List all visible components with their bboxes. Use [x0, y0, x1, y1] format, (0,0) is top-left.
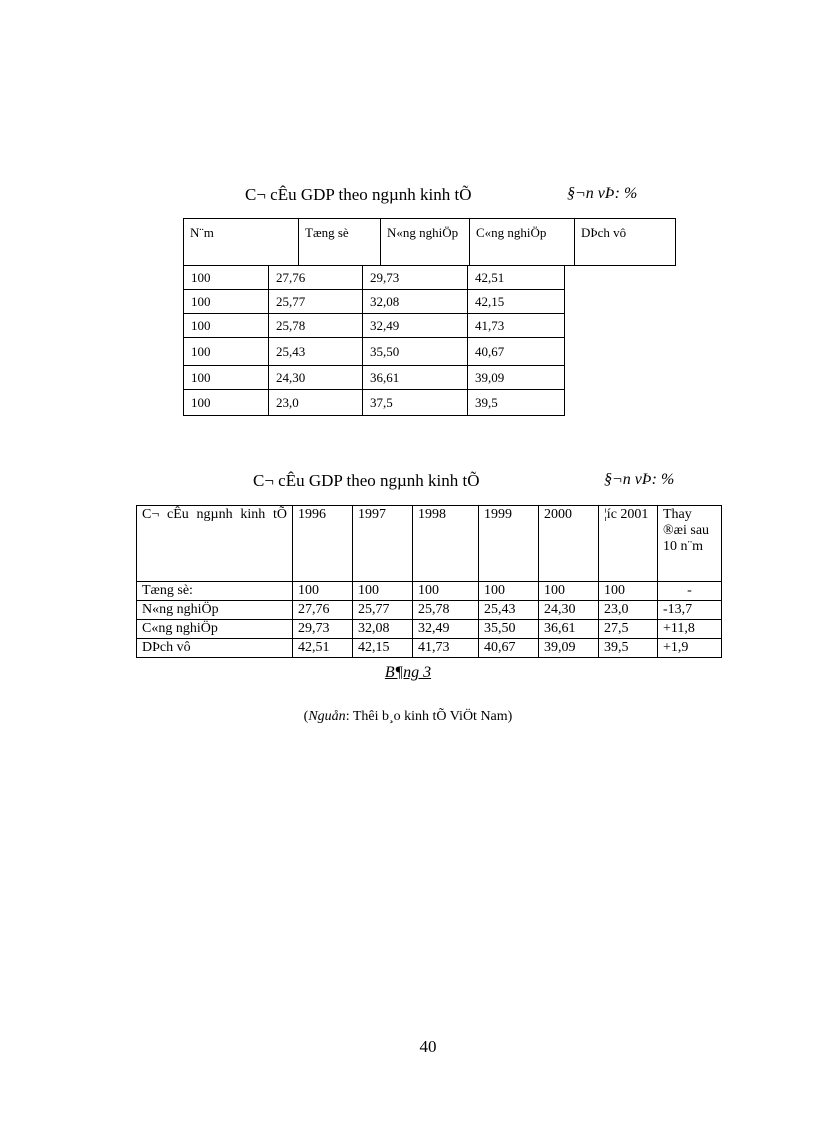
table-row [137, 620, 722, 639]
table-cell: 100 [184, 266, 269, 290]
table1-header-total: Tæng sè [298, 219, 380, 265]
table-cell: 25,43 [269, 338, 363, 366]
table-cell: 40,67 [479, 639, 539, 658]
table1-header-industry: C«ng nghiÖp [469, 219, 574, 265]
table2-header-year: ¦íc 2001 [599, 506, 658, 582]
table-cell: 100 [184, 290, 269, 314]
table-cell: 32,08 [353, 620, 413, 639]
table-cell: 35,50 [479, 620, 539, 639]
table1-header-services: DÞch vô [574, 219, 675, 265]
table-cell: 29,73 [293, 620, 353, 639]
table-cell: 25,43 [479, 601, 539, 620]
table-cell: 100 [293, 582, 353, 601]
table-cell: 40,67 [468, 338, 565, 366]
table2-header-year: 1996 [293, 506, 353, 582]
table-cell: 100 [184, 366, 269, 390]
row-label: C«ng nghiÖp [137, 620, 293, 639]
table-cell: 100 [413, 582, 479, 601]
table-cell: 32,49 [363, 314, 468, 338]
table-cell: 39,09 [539, 639, 599, 658]
table2-header-year: 2000 [539, 506, 599, 582]
table-cell: 36,61 [363, 366, 468, 390]
change-cell: +11,8 [658, 620, 722, 639]
table-cell: 24,30 [539, 601, 599, 620]
table-cell: 23,0 [269, 390, 363, 416]
source-label: Nguån [308, 709, 346, 724]
table-cell: 25,77 [269, 290, 363, 314]
table2-unit: §¬n vÞ: % [604, 471, 675, 488]
table-cell: 36,61 [539, 620, 599, 639]
table-cell: 100 [599, 582, 658, 601]
table2-header-change: Thay ®æi sau 10 n¨m [658, 506, 722, 582]
row-label: DÞch vô [137, 639, 293, 658]
table-cell: 42,51 [468, 266, 565, 290]
table-row [137, 601, 722, 620]
table1-body [183, 265, 565, 416]
table2-header-year: 1998 [413, 506, 479, 582]
source-text: : Thêi b¸o kinh tÕ ViÖt Nam [345, 709, 508, 724]
source-note: (Nguån: Thêi b¸o kinh tÕ ViÖt Nam) [303, 709, 513, 724]
table1-title: C¬ cÊu GDP theo ngµnh kinh tÕ [245, 185, 472, 204]
table-cell: 100 [539, 582, 599, 601]
table2-caption: B¶ng 3 [384, 664, 432, 681]
table-cell: 100 [184, 338, 269, 366]
table-cell: 42,15 [353, 639, 413, 658]
change-cell: +1,9 [658, 639, 722, 658]
table2-header-row [137, 506, 722, 582]
table-cell: 25,78 [269, 314, 363, 338]
table-row [184, 390, 565, 416]
table-cell: 39,5 [468, 390, 565, 416]
table-cell: 35,50 [363, 338, 468, 366]
change-cell: -13,7 [658, 601, 722, 620]
table-cell: 100 [353, 582, 413, 601]
table-cell: 100 [184, 314, 269, 338]
table2-title: C¬ cÊu GDP theo ngµnh kinh tÕ [253, 471, 480, 490]
table-cell: 27,5 [599, 620, 658, 639]
table-cell: 39,09 [468, 366, 565, 390]
table-cell: 41,73 [468, 314, 565, 338]
table-cell: 37,5 [363, 390, 468, 416]
table1-header [183, 218, 676, 266]
table-cell: 42,15 [468, 290, 565, 314]
table-cell: 23,0 [599, 601, 658, 620]
row-label: N«ng nghiÖp [137, 601, 293, 620]
table-row [184, 266, 565, 290]
table-cell: 42,51 [293, 639, 353, 658]
change-cell: - [658, 582, 722, 601]
table-cell: 100 [184, 390, 269, 416]
table-row [184, 366, 565, 390]
table2-header-year: 1997 [353, 506, 413, 582]
table2-header-year: 1999 [479, 506, 539, 582]
table-cell: 25,77 [353, 601, 413, 620]
table-cell: 25,78 [413, 601, 479, 620]
page-number: 40 [419, 1037, 437, 1056]
table-cell: 32,08 [363, 290, 468, 314]
table-cell: 32,49 [413, 620, 479, 639]
table1-unit: §¬n vÞ: % [567, 185, 638, 202]
table-row [137, 582, 722, 601]
table1-header-agriculture: N«ng nghiÖp [380, 219, 469, 265]
table1-header-year: N¨m [190, 225, 214, 240]
row-label: Tæng sè: [137, 582, 293, 601]
table-cell: 41,73 [413, 639, 479, 658]
table-cell: 27,76 [269, 266, 363, 290]
table-cell: 29,73 [363, 266, 468, 290]
table2 [136, 505, 722, 658]
table-row [184, 314, 565, 338]
table-cell: 100 [479, 582, 539, 601]
table-row [184, 338, 565, 366]
table-cell: 27,76 [293, 601, 353, 620]
table-row [184, 290, 565, 314]
table-cell: 39,5 [599, 639, 658, 658]
table2-header-structure: C¬ cÊu ngµnh kinh tÕ [137, 506, 293, 582]
table-row [137, 639, 722, 658]
table-cell: 24,30 [269, 366, 363, 390]
